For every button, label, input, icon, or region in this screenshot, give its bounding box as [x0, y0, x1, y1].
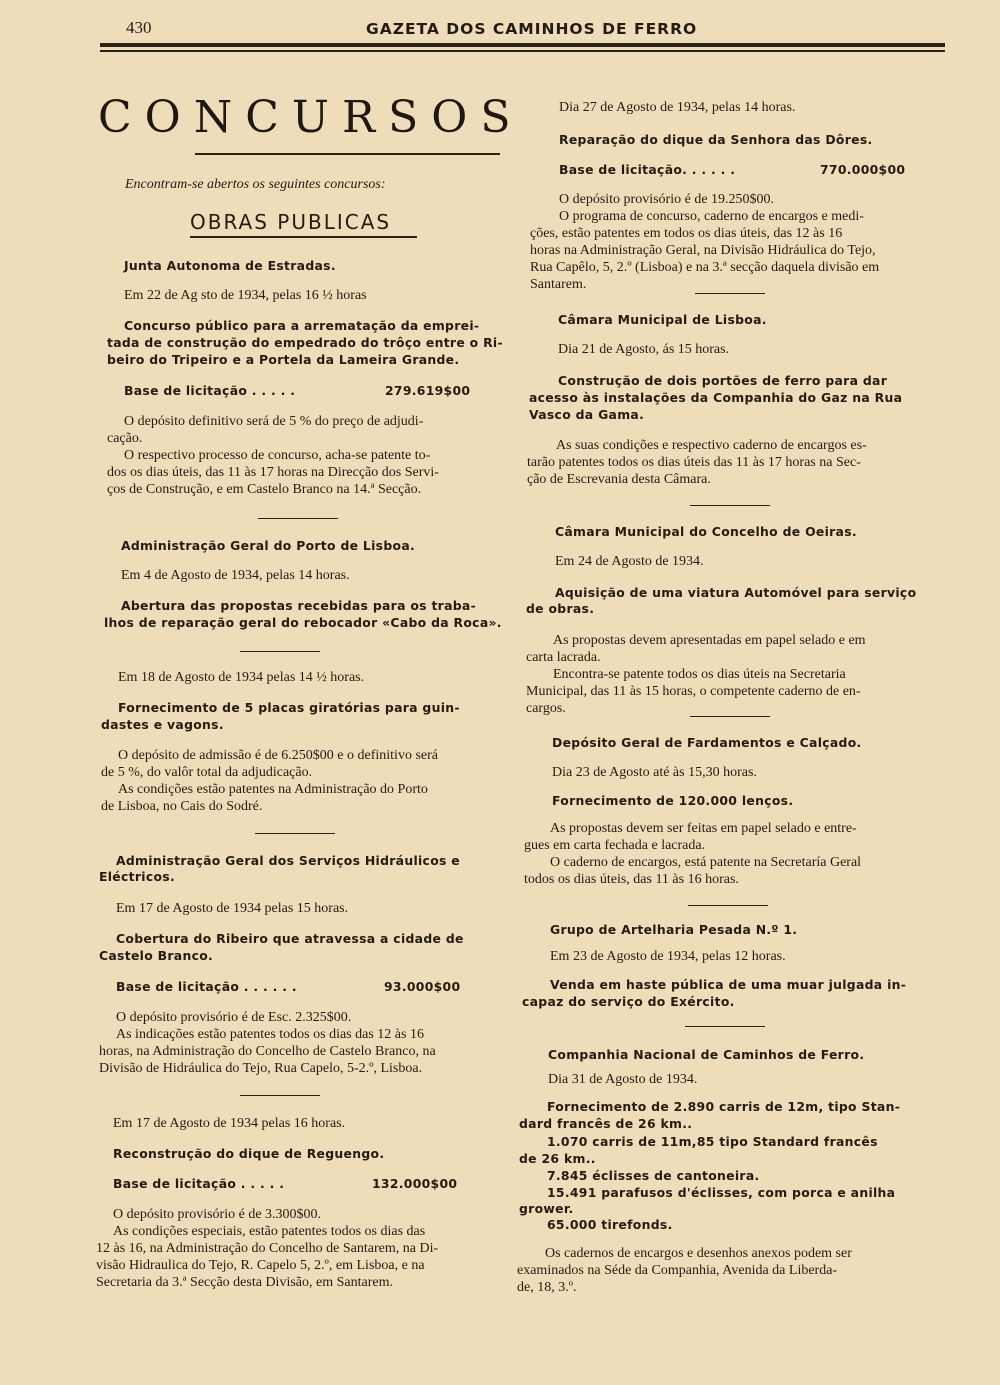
- entry-title-line: de obras.: [526, 601, 595, 616]
- entry-text-line: Os cadernos de encargos e desenhos anexos podem ser: [545, 1246, 852, 1261]
- base-label: Base de licitação . . . . . .: [116, 979, 297, 994]
- entry-date: Dia 21 de Agosto, ás 15 horas.: [558, 342, 730, 357]
- header-rule-thin: [100, 50, 945, 52]
- base-label: Base de licitação . . . . .: [113, 1176, 285, 1191]
- entry-text-line: carta lacrada.: [526, 650, 601, 665]
- base-value: 279.619$00: [385, 383, 471, 398]
- entry-text-line: O depósito definitivo será de 5 % do preço de adjudi-: [124, 414, 424, 429]
- entry-text-line: de Lisboa, no Cais do Sodré.: [101, 799, 263, 814]
- entry-org: Câmara Municipal do Concelho de Oeiras.: [555, 524, 857, 539]
- entry-text-line: O caderno de encargos, está patente na Secretaría Geral: [550, 855, 862, 870]
- entry-date: Em 24 de Agosto de 1934.: [555, 554, 704, 569]
- entry-title-line: lhos de reparação geral do rebocador «Cabo da Roca».: [104, 615, 502, 630]
- entry-date: Em 18 de Agosto de 1934 pelas 14 ½ horas.: [118, 670, 365, 685]
- entry-title-line: capaz do serviço do Exército.: [522, 994, 735, 1009]
- entry-text-line: Divisão de Hidráulica do Tejo, Rua Capelo, 5-2.º, Lisboa.: [99, 1061, 423, 1076]
- supply-line: 15.491 parafusos d'éclisses, com porca e anilha: [547, 1185, 896, 1200]
- separator: [685, 1026, 765, 1027]
- entry-text-line: ços de Construção, e em Castelo Branco na 14.ª Secção.: [107, 482, 422, 497]
- entry-text-line: Santarem.: [530, 277, 587, 292]
- entry-org-line: Administração Geral dos Serviços Hidráulicos e: [116, 853, 460, 868]
- entry-org-line: Eléctricos.: [99, 869, 175, 884]
- entry-text-line: visão Hidraulica do Tejo, R. Capelo 5, 2.º, em Lisboa, e na: [96, 1258, 425, 1273]
- entry-text-line: As indicações estão patentes todos os dias das 12 às 16: [116, 1027, 424, 1042]
- supply-line: 1.070 carris de 11m,85 tipo Standard francês: [547, 1134, 878, 1149]
- entry-text-line: Municipal, das 11 às 15 horas, o competente caderno de en-: [526, 684, 861, 699]
- entry-title-line: tada de construção do empedrado do trôço entre o Ri-: [107, 335, 503, 350]
- supply-line: grower.: [519, 1201, 574, 1216]
- entry-title-line: acesso às instalações da Companhia do Gaz na Rua: [529, 390, 903, 405]
- entry-title-line: Concurso público para a arrematação da emprei-: [124, 318, 480, 333]
- entry-text-line: tarão patentes todos os dias úteis das 11 às 17 horas na Sec-: [527, 455, 861, 470]
- supply-line: dard francês de 26 km..: [519, 1116, 693, 1131]
- masthead: GAZETA DOS CAMINHOS DE FERRO: [366, 20, 698, 38]
- supply-line: 7.845 éclisses de cantoneira.: [547, 1168, 760, 1183]
- intro-text: Encontram-se abertos os seguintes concursos:: [125, 177, 386, 192]
- entry-date: Dia 23 de Agosto até às 15,30 horas.: [552, 765, 757, 780]
- entry-text-line: O depósito provisório é de 19.250$00.: [559, 192, 775, 207]
- entry-text-line: gues em carta fechada e lacrada.: [524, 838, 706, 853]
- separator: [690, 716, 770, 717]
- entry-title-line: Castelo Branco.: [99, 948, 214, 963]
- entry-text-line: 12 às 16, na Administração do Concelho de Santarem, na Di-: [96, 1241, 439, 1256]
- entry-text-line: O programa de concurso, caderno de encargos e medi-: [559, 209, 864, 224]
- entry-text-line: As condições estão patentes na Administração do Porto: [118, 782, 428, 797]
- base-value: 132.000$00: [372, 1176, 458, 1191]
- supply-line: Fornecimento de 2.890 carris de 12m, tipo Stan-: [547, 1099, 901, 1114]
- entry-org: Junta Autonoma de Estradas.: [124, 258, 336, 273]
- entry-title: Fornecimento de 120.000 lenços.: [552, 793, 794, 808]
- entry-text-line: O depósito provisório é de Esc. 2.325$00.: [116, 1010, 352, 1025]
- entry-text-line: horas, na Administração do Concelho de Castelo Branco, na: [99, 1044, 436, 1059]
- separator: [240, 651, 320, 652]
- title-underline: [195, 153, 500, 155]
- entry-title: Reparação do dique da Senhora das Dôres.: [559, 132, 873, 147]
- entry-text-line: O depósito provisório é de 3.300$00.: [113, 1207, 322, 1222]
- supply-line: de 26 km..: [519, 1151, 596, 1166]
- entry-date: Em 17 de Agosto de 1934 pelas 16 horas.: [113, 1116, 346, 1131]
- entry-date: Dia 31 de Agosto de 1934.: [548, 1072, 698, 1087]
- entry-text-line: As condições especiais, estão patentes todos os dias das: [113, 1224, 426, 1239]
- entry-text-line: cargos.: [526, 701, 566, 716]
- separator: [255, 833, 335, 834]
- entry-date: Em 17 de Agosto de 1934 pelas 15 horas.: [116, 901, 349, 916]
- base-value: 93.000$00: [384, 979, 461, 994]
- header-rule-thick: [100, 43, 945, 47]
- entry-text-line: Secretaria da 3.ª Secção desta Divisão, em Santarem.: [96, 1275, 393, 1290]
- separator: [695, 293, 765, 294]
- page-header: [100, 14, 945, 44]
- separator: [258, 518, 338, 519]
- entry-org: Grupo de Artelharia Pesada N.º 1.: [550, 922, 798, 937]
- entry-text-line: horas na Administração Geral, na Divisão Hidráulica do Tejo,: [530, 243, 876, 258]
- page-title: CONCURSOS: [98, 92, 524, 143]
- entry-date: Em 4 de Agosto de 1934, pelas 14 horas.: [121, 568, 350, 583]
- page-number: 430: [126, 18, 152, 37]
- entry-title-line: Cobertura do Ribeiro que atravessa a cidade de: [116, 931, 464, 946]
- section-heading: OBRAS PUBLICAS: [190, 210, 392, 234]
- entry-text-line: As propostas devem apresentadas em papel selado e em: [553, 633, 866, 648]
- entry-org: Companhia Nacional de Caminhos de Ferro.: [548, 1047, 865, 1062]
- entry-title-line: Vasco da Gama.: [529, 407, 645, 422]
- entry-text-line: As suas condições e respectivo caderno de encargos es-: [556, 438, 867, 453]
- entry-title: Reconstrução do dique de Reguengo.: [113, 1146, 385, 1161]
- entry-text-line: O respectivo processo de concurso, acha-se patente to-: [124, 448, 431, 463]
- entry-date: Em 22 de Ag sto de 1934, pelas 16 ½ horas: [124, 288, 367, 303]
- entry-org: Administração Geral do Porto de Lisboa.: [121, 538, 415, 553]
- entry-date: Dia 27 de Agosto de 1934, pelas 14 horas.: [559, 100, 796, 115]
- separator: [690, 505, 770, 506]
- entry-title-line: Abertura das propostas recebidas para os traba-: [121, 598, 477, 613]
- entry-org: Depósito Geral de Fardamentos e Calçado.: [552, 735, 862, 750]
- separator: [240, 1095, 320, 1096]
- base-value: 770.000$00: [820, 162, 906, 177]
- entry-title-line: Fornecimento de 5 placas giratórias para guin-: [118, 700, 460, 715]
- entry-text-line: O depósito de admissão é de 6.250$00 e o definitivo será: [118, 748, 438, 763]
- entry-text-line: de 5 %, do valôr total da adjudicação.: [101, 765, 313, 780]
- entry-text-line: ções, estão patentes em todos os dias úteis, das 12 às 16: [530, 226, 843, 241]
- entry-title-line: Venda em haste pública de uma muar julgada in-: [550, 977, 907, 992]
- entry-date: Em 23 de Agosto de 1934, pelas 12 horas.: [550, 949, 786, 964]
- entry-title-line: dastes e vagons.: [101, 717, 224, 732]
- entry-text-line: de, 18, 3.º.: [517, 1280, 577, 1295]
- entry-org: Câmara Municipal de Lisboa.: [558, 312, 767, 327]
- entry-text-line: Rua Capêlo, 5, 2.º (Lisboa) e na 3.ª secção daquela divisão em: [530, 260, 880, 275]
- entry-text-line: examinados na Séde da Companhia, Avenida da Liberda-: [517, 1263, 838, 1278]
- entry-text-line: cação.: [107, 431, 143, 446]
- section-underline: [190, 236, 417, 238]
- entry-title-line: Construção de dois portões de ferro para dar: [558, 373, 888, 388]
- entry-text-line: As propostas devem ser feitas em papel selado e entre-: [550, 821, 857, 836]
- base-label: Base de licitação . . . . .: [124, 383, 296, 398]
- supply-line: 65.000 tirefonds.: [547, 1217, 673, 1232]
- entry-title-line: Aquisição de uma viatura Automóvel para serviço: [555, 585, 917, 600]
- entry-title-line: beiro do Tripeiro e a Portela da Lameira Grande.: [107, 352, 460, 367]
- entry-text-line: todos os dias úteis, das 11 às 16 horas.: [524, 872, 739, 887]
- separator: [688, 905, 768, 906]
- base-label: Base de licitação. . . . . .: [559, 162, 736, 177]
- entry-text-line: Encontra-se patente todos os dias úteis na Secretaria: [553, 667, 846, 682]
- entry-text-line: ção de Escrevania desta Câmara.: [527, 472, 711, 487]
- entry-text-line: dos os dias úteis, das 11 às 17 horas na Direcção dos Servi-: [107, 465, 439, 480]
